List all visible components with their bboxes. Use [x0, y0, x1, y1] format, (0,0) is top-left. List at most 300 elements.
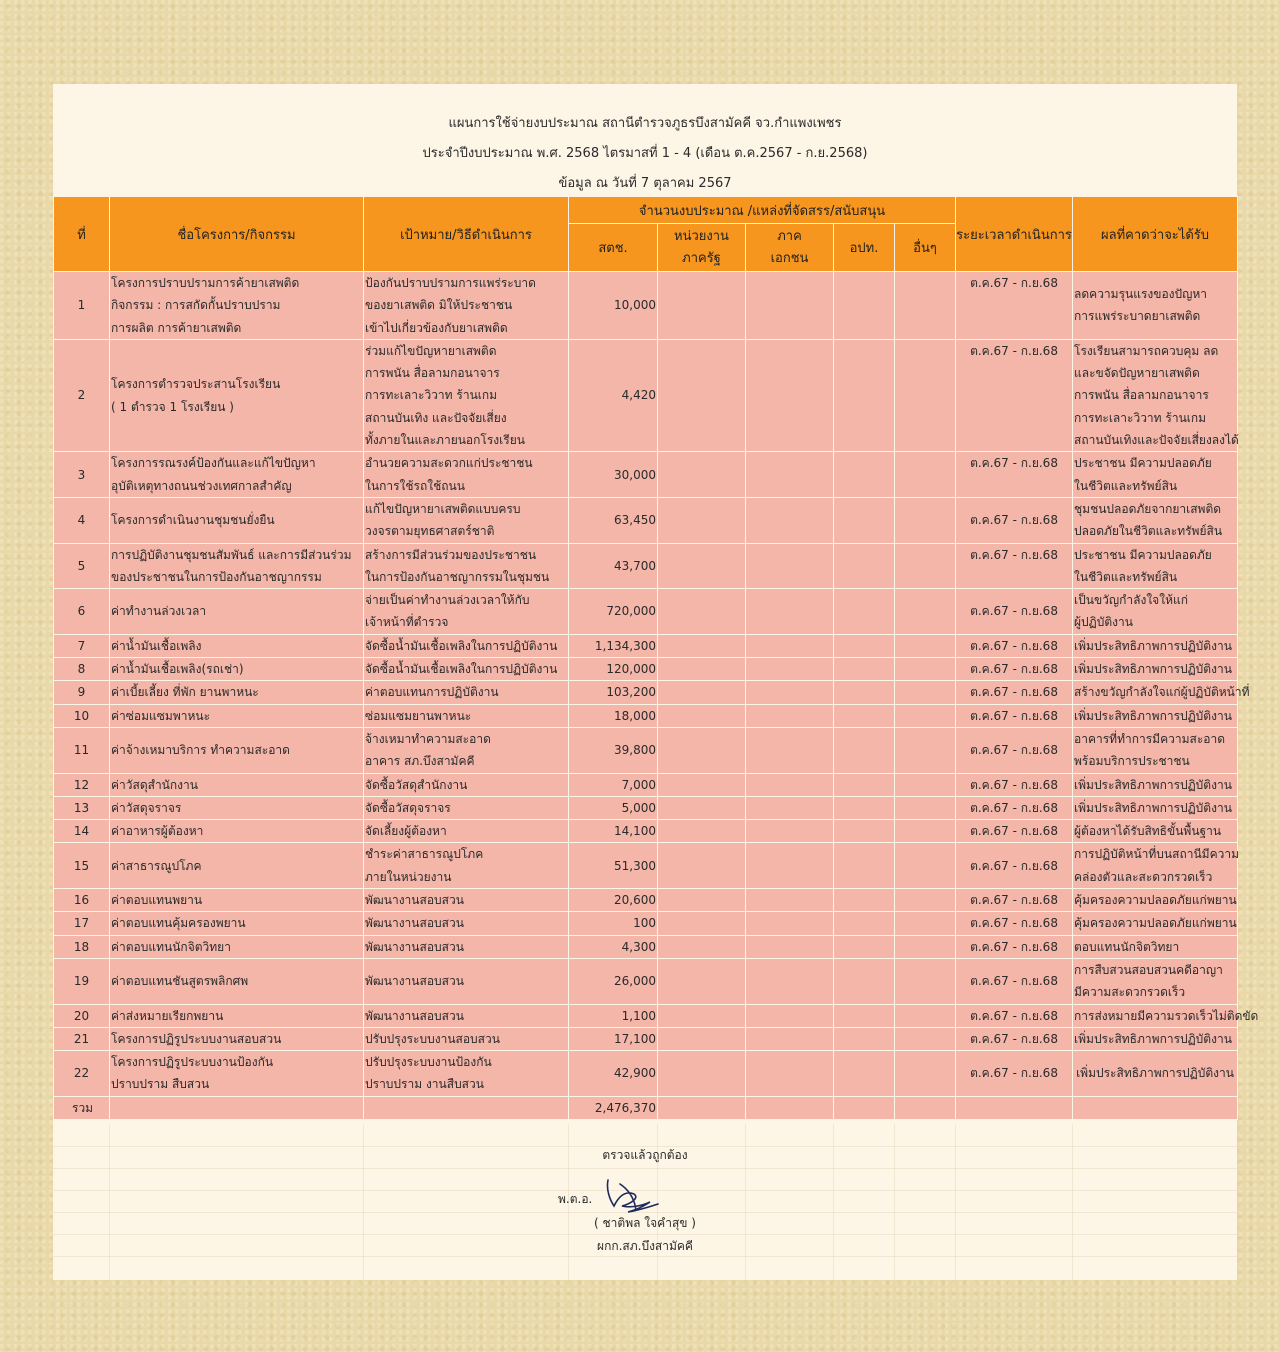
row-amount-gov — [658, 543, 746, 589]
row-goal-line: ปรับปรุงระบบงานป้องกัน — [365, 1055, 492, 1070]
row-amount-other — [895, 272, 956, 340]
row-number: 18 — [54, 935, 110, 958]
total-empty — [364, 1096, 569, 1119]
row-project — [110, 681, 364, 704]
row-amount-gov — [658, 1027, 746, 1050]
row-amount-gov — [658, 339, 746, 451]
row-project — [110, 272, 364, 340]
row-period: ต.ค.67 - ก.ย.68 — [956, 452, 1073, 498]
footer-rank: พ.ต.อ. — [558, 1192, 593, 1206]
row-goal-line: ซ่อมแซมยานพาหนะ — [365, 708, 472, 723]
row-result — [1073, 589, 1238, 635]
row-project-line: ค่าน้ำมันเชื้อเพลิง(รถเช่า) — [111, 662, 244, 677]
footer-name: ( ชาติพล ใจคำสุข ) — [594, 1216, 696, 1230]
row-number: 21 — [54, 1027, 110, 1050]
row-goal — [364, 889, 569, 912]
row-amount-other — [895, 634, 956, 657]
row-amount-police: 51,300 — [569, 843, 658, 889]
row-goal — [364, 1004, 569, 1027]
total-empty — [746, 1096, 834, 1119]
table-row — [54, 497, 1238, 543]
header-src-gov — [658, 224, 746, 272]
row-number: 4 — [54, 497, 110, 543]
row-amount-gov — [658, 773, 746, 796]
row-goal-line: พัฒนางานสอบสวน — [365, 939, 464, 954]
row-result-line: เพิ่มประสิทธิภาพการปฏิบัติงาน — [1074, 708, 1232, 723]
total-empty — [834, 1096, 895, 1119]
row-result — [1073, 658, 1238, 681]
row-goal-line: ทั้งภายในและภายนอกโรงเรียน — [365, 433, 525, 448]
row-result-line: การพนัน สื่อลามกอนาจาร — [1074, 388, 1209, 403]
row-project — [110, 889, 364, 912]
row-amount-private — [746, 681, 834, 704]
row-result — [1073, 681, 1250, 704]
row-amount-private — [746, 843, 834, 889]
row-project-line: อุบัติเหตุทางถนนช่วงเทศกาลสำคัญ — [111, 478, 292, 493]
total-empty — [110, 1096, 364, 1119]
row-goal — [364, 912, 569, 935]
row-amount-private — [746, 935, 834, 958]
row-period: ต.ค.67 - ก.ย.68 — [956, 497, 1073, 543]
row-goal — [364, 820, 569, 843]
row-period: ต.ค.67 - ก.ย.68 — [956, 820, 1073, 843]
row-amount-gov — [658, 658, 746, 681]
row-project — [110, 773, 364, 796]
table-row — [54, 1004, 1238, 1027]
row-result-line: พร้อมบริการประชาชน — [1074, 754, 1190, 769]
row-amount-other — [895, 796, 956, 819]
row-amount-police: 7,000 — [569, 773, 658, 796]
row-number: 19 — [54, 958, 110, 1004]
row-number: 9 — [54, 681, 110, 704]
row-number: 11 — [54, 727, 110, 773]
row-period: ต.ค.67 - ก.ย.68 — [956, 1051, 1073, 1097]
row-amount-local — [834, 727, 895, 773]
row-amount-police: 20,600 — [569, 889, 658, 912]
row-number: 1 — [54, 272, 110, 340]
row-goal — [364, 1051, 569, 1097]
row-number: 7 — [54, 634, 110, 657]
row-number: 15 — [54, 843, 110, 889]
row-project-line: ค่าวัสดุสำนักงาน — [111, 777, 198, 792]
header-src-local: อปท. — [834, 224, 895, 272]
row-amount-gov — [658, 634, 746, 657]
row-goal-line: พัฒนางานสอบสวน — [365, 893, 464, 908]
row-goal-line: การพนัน สื่อลามกอนาจาร — [365, 366, 500, 381]
total-empty — [956, 1096, 1073, 1119]
row-amount-police: 100 — [569, 912, 658, 935]
total-empty — [1073, 1096, 1238, 1119]
footer-position: ผกก.สภ.บึงสามัคคี — [597, 1239, 693, 1253]
table-row — [54, 796, 1238, 819]
row-result — [1073, 452, 1238, 498]
row-project-line: ของประชาชนในการป้องกันอาชญากรรม — [111, 569, 322, 584]
row-project — [110, 820, 364, 843]
row-number: 17 — [54, 912, 110, 935]
row-result — [1073, 958, 1238, 1004]
row-period: ต.ค.67 - ก.ย.68 — [956, 681, 1073, 704]
row-project — [110, 704, 364, 727]
row-amount-local — [834, 681, 895, 704]
table-row — [54, 889, 1238, 912]
row-amount-local — [834, 935, 895, 958]
row-goal-line: จ้างเหมาทำความสะอาด — [365, 731, 491, 746]
header-period: ระยะเวลาดำเนินการ — [956, 197, 1073, 272]
row-goal-line: ปราบปราม งานสืบสวน — [365, 1077, 484, 1092]
row-goal — [364, 958, 569, 1004]
row-amount-gov — [658, 843, 746, 889]
table-row — [54, 634, 1238, 657]
table-row — [54, 1051, 1238, 1097]
row-goal — [364, 681, 569, 704]
title-line-2: ประจำปีงบประมาณ พ.ศ. 2568 ไตรมาสที่ 1 - 4 (เดือน ต.ค.2567 - ก.ย.2568) — [422, 146, 868, 161]
header-project: ชื่อโครงการ/กิจกรรม — [110, 197, 364, 272]
row-project — [110, 1004, 364, 1027]
row-project-line: ค่าซ่อมแซมพาหนะ — [111, 708, 211, 723]
title-line-1: แผนการใช้จ่ายงบประมาณ สถานีตำรวจภูธรบึงสามัคคี จว.กำแพงเพชร — [448, 116, 842, 131]
row-amount-police: 26,000 — [569, 958, 658, 1004]
header-src-private-line-2: เอกชน — [770, 250, 809, 266]
header-src-private — [746, 224, 834, 272]
row-project — [110, 935, 364, 958]
row-result-line: ชุมชนปลอดภัยจากยาเสพติด — [1074, 501, 1222, 516]
row-amount-other — [895, 1027, 956, 1050]
row-amount-local — [834, 497, 895, 543]
row-amount-police: 63,450 — [569, 497, 658, 543]
row-goal — [364, 452, 569, 498]
row-result-line: เพิ่มประสิทธิภาพการปฏิบัติงาน — [1076, 1066, 1234, 1081]
row-project-line: ค่าตอบแทนชันสูตรพลิกศพ — [111, 974, 249, 989]
row-result-line: อาคารที่ทำการมีความสะอาด — [1074, 731, 1226, 746]
table-row — [54, 773, 1238, 796]
row-amount-local — [834, 843, 895, 889]
row-project-line: ค่าตอบแทนพยาน — [111, 893, 203, 908]
row-project-line: ค่าตอบแทนนักจิตวิทยา — [111, 939, 231, 954]
row-amount-other — [895, 704, 956, 727]
row-amount-police: 42,900 — [569, 1051, 658, 1097]
table-row — [54, 704, 1238, 727]
row-amount-gov — [658, 820, 746, 843]
budget-table — [53, 196, 1259, 1120]
title-line-3: ข้อมูล ณ วันที่ 7 ตุลาคม 2567 — [558, 176, 732, 191]
row-goal-line: จัดซื้อน้ำมันเชื้อเพลิงในการปฏิบัติงาน — [365, 638, 558, 653]
row-amount-other — [895, 727, 956, 773]
row-result — [1073, 1051, 1238, 1097]
row-result-line: การแพร่ระบาดยาเสพติด — [1074, 309, 1201, 324]
row-project — [110, 497, 364, 543]
row-project — [110, 958, 364, 1004]
row-amount-private — [746, 958, 834, 1004]
row-goal — [364, 935, 569, 958]
row-amount-gov — [658, 727, 746, 773]
row-result — [1073, 1027, 1238, 1050]
row-goal-line: สร้างการมีส่วนร่วมของประชาชน — [365, 547, 537, 562]
row-goal-line: ภายในหน่วยงาน — [365, 869, 452, 884]
row-project-line: ค่าส่งหมายเรียกพยาน — [111, 1008, 224, 1023]
row-amount-gov — [658, 935, 746, 958]
row-period: ต.ค.67 - ก.ย.68 — [956, 339, 1073, 451]
total-label: รวม — [54, 1096, 110, 1119]
row-period: ต.ค.67 - ก.ย.68 — [956, 543, 1073, 589]
row-project — [110, 1051, 364, 1097]
row-project — [110, 543, 364, 589]
row-project-line: ( 1 ตำรวจ 1 โรงเรียน ) — [111, 399, 234, 414]
row-goal-line: ของยาเสพติด มิให้ประชาชน — [365, 298, 513, 313]
row-number: 2 — [54, 339, 110, 451]
row-result — [1073, 843, 1238, 889]
row-amount-police: 4,300 — [569, 935, 658, 958]
row-result — [1073, 339, 1238, 451]
row-amount-gov — [658, 1004, 746, 1027]
row-project — [110, 843, 364, 889]
row-amount-police: 10,000 — [569, 272, 658, 340]
document-sheet — [53, 84, 1259, 1280]
row-amount-police: 18,000 — [569, 704, 658, 727]
row-result-line: เพิ่มประสิทธิภาพการปฏิบัติงาน — [1074, 1031, 1232, 1046]
row-project-line: โครงการรณรงค์ป้องกันและแก้ไขปัญหา — [111, 456, 316, 471]
row-number: 20 — [54, 1004, 110, 1027]
table-row — [54, 339, 1238, 451]
row-project — [110, 658, 364, 681]
row-result-line: และขจัดปัญหายาเสพติด — [1074, 366, 1200, 381]
row-amount-private — [746, 497, 834, 543]
row-amount-local — [834, 796, 895, 819]
row-number: 14 — [54, 820, 110, 843]
row-goal-line: วงจรตามยุทธศาสตร์ชาติ — [365, 524, 495, 539]
row-result-line: เพิ่มประสิทธิภาพการปฏิบัติงาน — [1074, 638, 1232, 653]
budget-table-body — [54, 272, 1259, 1120]
row-project-line: โครงการปราบปรามการค้ายาเสพติด — [111, 276, 300, 290]
row-amount-local — [834, 589, 895, 635]
row-amount-police: 5,000 — [569, 796, 658, 819]
table-row — [54, 820, 1238, 843]
row-amount-gov — [658, 272, 746, 340]
row-amount-private — [746, 773, 834, 796]
row-result-line: ปลอดภัยในชีวิตและทรัพย์สิน — [1074, 524, 1223, 539]
row-result-line: คุ้มครองความปลอดภัยแก่พยาน — [1074, 893, 1237, 908]
row-number: 13 — [54, 796, 110, 819]
row-amount-local — [834, 272, 895, 340]
row-result — [1073, 912, 1238, 935]
row-amount-private — [746, 727, 834, 773]
row-goal-line: ร่วมแก้ไขปัญหายาเสพติด — [365, 343, 497, 358]
row-result-line: เพิ่มประสิทธิภาพการปฏิบัติงาน — [1074, 662, 1232, 677]
row-result-line: คุ้มครองความปลอดภัยแก่พยาน — [1074, 916, 1237, 931]
row-result-line: ลดความรุนแรงของปัญหา — [1074, 287, 1208, 302]
row-goal-line: ในการใช้รถใช้ถนน — [365, 478, 465, 493]
row-amount-private — [746, 589, 834, 635]
row-amount-local — [834, 658, 895, 681]
row-result — [1073, 543, 1238, 589]
row-project-line: ค่าอาหารผู้ต้องหา — [111, 824, 204, 839]
row-number: 10 — [54, 704, 110, 727]
row-amount-other — [895, 589, 956, 635]
row-result-line: เป็นขวัญกำลังใจให้แก่ — [1074, 593, 1188, 608]
row-result-line: เพิ่มประสิทธิภาพการปฏิบัติงาน — [1074, 800, 1232, 815]
row-result-line: ในชีวิตและทรัพย์สิน — [1074, 478, 1178, 493]
row-goal — [364, 796, 569, 819]
header-src-other: อื่นๆ — [895, 224, 956, 272]
row-goal — [364, 339, 569, 451]
row-amount-police: 103,200 — [569, 681, 658, 704]
row-amount-private — [746, 912, 834, 935]
row-amount-private — [746, 704, 834, 727]
row-number: 5 — [54, 543, 110, 589]
row-number: 6 — [54, 589, 110, 635]
row-goal-line: จัดเลี้ยงผู้ต้องหา — [365, 824, 447, 839]
table-row — [54, 727, 1238, 773]
table-row — [54, 935, 1238, 958]
row-number: 3 — [54, 452, 110, 498]
row-goal-line: จัดซื้อวัสดุจราจร — [365, 800, 451, 815]
total-empty — [658, 1096, 746, 1119]
row-result-line: ประชาชน มีความปลอดภัย — [1074, 456, 1212, 471]
total-row — [54, 1096, 1238, 1119]
row-result-line: สถานบันเทิงและปัจจัยเสี่ยงลงได้ — [1074, 433, 1239, 448]
header-src-gov-line-1: หน่วยงาน — [674, 228, 729, 244]
footer-verified: ตรวจแล้วถูกต้อง — [602, 1148, 688, 1162]
row-amount-gov — [658, 958, 746, 1004]
row-goal — [364, 634, 569, 657]
header-no: ที่ — [54, 197, 110, 272]
row-project-line: โครงการปฏิรูประบบงานป้องกัน — [111, 1055, 274, 1070]
row-result-line: สร้างขวัญกำลังใจแก่ผู้ปฏิบัติหน้าที่ — [1074, 685, 1250, 700]
row-goal — [364, 843, 569, 889]
row-project-line: โครงการปฏิรูประบบงานสอบสวน — [111, 1031, 282, 1046]
footer-signature-block — [558, 1176, 758, 1216]
row-amount-gov — [658, 1051, 746, 1097]
row-goal-line: สถานบันเทิง และปัจจัยเสี่ยง — [365, 410, 507, 425]
row-project-line: ค่าตอบแทนคุ้มครองพยาน — [111, 916, 246, 931]
row-amount-gov — [658, 497, 746, 543]
row-goal — [364, 1027, 569, 1050]
row-amount-private — [746, 1051, 834, 1097]
row-result-line: ตอบแทนนักจิตวิทยา — [1074, 939, 1180, 954]
row-amount-private — [746, 543, 834, 589]
row-goal-line: การทะเลาะวิวาท ร้านเกม — [365, 388, 498, 403]
row-result — [1073, 796, 1238, 819]
row-amount-police: 14,100 — [569, 820, 658, 843]
row-goal-line: ชำระค่าสาธารณูปโภค — [365, 847, 484, 862]
row-project-line: กิจกรรม : การสกัดกั้นปราบปราม — [111, 298, 281, 313]
row-period: ต.ค.67 - ก.ย.68 — [956, 889, 1073, 912]
row-goal-line: เข้าไปเกี่ยวข้องกับยาเสพติด — [365, 320, 508, 335]
row-period: ต.ค.67 - ก.ย.68 — [956, 272, 1073, 340]
row-amount-private — [746, 1004, 834, 1027]
row-period: ต.ค.67 - ก.ย.68 — [956, 843, 1073, 889]
row-amount-gov — [658, 796, 746, 819]
row-goal — [364, 543, 569, 589]
table-row — [54, 589, 1238, 635]
row-amount-police: 43,700 — [569, 543, 658, 589]
table-row — [54, 681, 1238, 704]
row-amount-other — [895, 452, 956, 498]
row-project — [110, 634, 364, 657]
total-amount: 2,476,370 — [569, 1096, 658, 1119]
row-result-line: การปฏิบัติหน้าที่บนสถานีมีความ — [1074, 847, 1239, 862]
table-row — [54, 1027, 1238, 1050]
row-amount-police: 1,134,300 — [569, 634, 658, 657]
row-period: ต.ค.67 - ก.ย.68 — [956, 912, 1073, 935]
row-amount-private — [746, 658, 834, 681]
row-period: ต.ค.67 - ก.ย.68 — [956, 935, 1073, 958]
row-project-line: ค่าทำงานล่วงเวลา — [111, 604, 207, 619]
row-project-line: ปราบปราม สืบสวน — [111, 1077, 210, 1092]
row-amount-other — [895, 681, 956, 704]
row-result-line: การทะเลาะวิวาท ร้านเกม — [1074, 410, 1207, 425]
row-project — [110, 589, 364, 635]
row-amount-gov — [658, 452, 746, 498]
table-row — [54, 543, 1238, 589]
row-project — [110, 796, 364, 819]
row-goal — [364, 704, 569, 727]
row-goal-line: จัดซื้อวัสดุสำนักงาน — [365, 777, 468, 792]
row-goal-line: ปรับปรุงระบบงานสอบสวน — [365, 1031, 500, 1046]
row-project-line: โครงการตำรวจประสานโรงเรียน — [111, 377, 281, 392]
row-amount-other — [895, 912, 956, 935]
row-number: 16 — [54, 889, 110, 912]
row-amount-local — [834, 634, 895, 657]
total-empty — [895, 1096, 956, 1119]
row-project-line: ค่าจ้างเหมาบริการ ทำความสะอาด — [111, 743, 290, 758]
row-goal-line: จัดซื้อน้ำมันเชื้อเพลิงในการปฏิบัติงาน — [365, 662, 558, 677]
header-budget-group: จำนวนงบประมาณ /แหล่งที่จัดสรร/สนับสนุน — [569, 197, 956, 224]
row-goal — [364, 773, 569, 796]
row-period: ต.ค.67 - ก.ย.68 — [956, 727, 1073, 773]
row-amount-gov — [658, 704, 746, 727]
row-amount-local — [834, 958, 895, 1004]
row-number: 22 — [54, 1051, 110, 1097]
row-amount-local — [834, 1004, 895, 1027]
row-period: ต.ค.67 - ก.ย.68 — [956, 634, 1073, 657]
row-amount-other — [895, 497, 956, 543]
row-result-line: ประชาชน มีความปลอดภัย — [1074, 547, 1212, 562]
row-period: ต.ค.67 - ก.ย.68 — [956, 796, 1073, 819]
row-goal-line: ป้องกันปราบปรามการแพร่ระบาด — [365, 276, 536, 290]
row-goal-line: พัฒนางานสอบสวน — [365, 1008, 464, 1023]
header-goal: เป้าหมาย/วิธีดำเนินการ — [364, 197, 569, 272]
header-src-police: สตช. — [569, 224, 658, 272]
row-amount-local — [834, 339, 895, 451]
row-result-line: โรงเรียนสามารถควบคุม ลด — [1074, 343, 1219, 358]
row-amount-local — [834, 820, 895, 843]
row-goal — [364, 497, 569, 543]
row-result — [1073, 889, 1238, 912]
row-amount-local — [834, 1051, 895, 1097]
row-goal-line: ค่าตอบแทนการปฏิบัติงาน — [365, 685, 499, 700]
row-amount-local — [834, 773, 895, 796]
table-row — [54, 452, 1238, 498]
row-amount-police: 120,000 — [569, 658, 658, 681]
row-goal-line: ในการป้องกันอาชญากรรมในชุมชน — [365, 569, 550, 584]
row-project — [110, 339, 364, 451]
row-amount-private — [746, 339, 834, 451]
row-amount-private — [746, 452, 834, 498]
row-amount-other — [895, 658, 956, 681]
row-result — [1073, 773, 1238, 796]
row-project — [110, 912, 364, 935]
row-amount-other — [895, 820, 956, 843]
row-period: ต.ค.67 - ก.ย.68 — [956, 1027, 1073, 1050]
row-amount-local — [834, 452, 895, 498]
row-amount-police: 720,000 — [569, 589, 658, 635]
row-project — [110, 452, 364, 498]
row-amount-gov — [658, 912, 746, 935]
row-goal-line: อำนวยความสะดวกแก่ประชาชน — [365, 456, 533, 471]
row-goal-line: พัฒนางานสอบสวน — [365, 974, 464, 989]
table-row — [54, 958, 1238, 1004]
row-project-line: การผลิต การค้ายาเสพติด — [111, 320, 242, 335]
